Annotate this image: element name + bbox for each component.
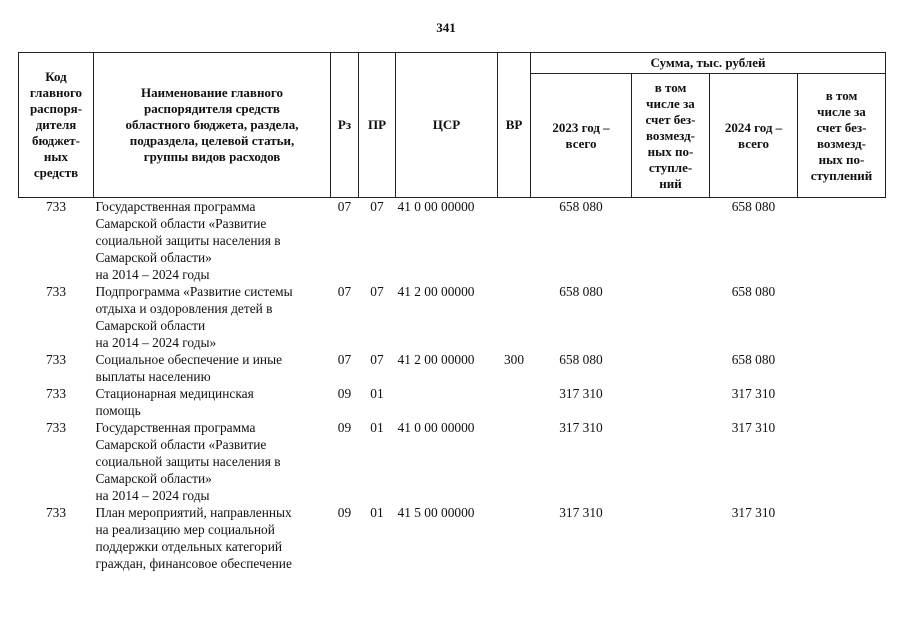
- header-line: счет без-: [816, 119, 867, 135]
- pr-cell: 01: [370, 505, 384, 520]
- header-line: в том: [825, 87, 858, 103]
- code-cell: 733: [45, 420, 67, 435]
- csr-cell: 41 5 00 00000: [397, 505, 475, 520]
- header-sum-group: Сумма, тыс. рублей: [531, 53, 886, 74]
- header-line: дителя: [35, 117, 77, 132]
- name-line: на 2014 – 2024 годы: [95, 488, 210, 503]
- table-row: [19, 385, 886, 419]
- header-line: главного: [29, 85, 83, 100]
- grant-2023-cell: [632, 504, 710, 572]
- name-line: Социальное обеспечение и иные: [95, 352, 283, 367]
- header-csr: ЦСР: [396, 53, 498, 198]
- grant-2024-cell: [798, 283, 886, 351]
- rz-cell: 07: [337, 199, 352, 214]
- header-name: [94, 53, 331, 198]
- header-line: подраздела, целевой статьи,: [129, 133, 295, 148]
- header-line: ступлений: [810, 167, 873, 183]
- csr-cell: [396, 385, 498, 419]
- name-line: Государственная программа: [95, 420, 256, 435]
- vr-cell: 300: [503, 352, 525, 367]
- name-line: помощь: [95, 403, 141, 418]
- name-line: поддержки отдельных категорий: [95, 539, 283, 554]
- name-line: выплаты населению: [95, 369, 211, 384]
- grant-2024-cell: [798, 198, 886, 284]
- header-line: ний: [659, 175, 682, 191]
- name-cell: [94, 351, 331, 385]
- header-2023-total: [531, 74, 632, 198]
- table-row: [19, 283, 886, 351]
- pr-cell: 07: [370, 199, 384, 214]
- header-line: числе за: [817, 103, 866, 119]
- rz-cell: 09: [337, 505, 352, 520]
- name-line: Самарской области: [95, 318, 206, 333]
- name-line: на 2014 – 2024 годы: [95, 267, 210, 282]
- grant-2024-cell: [798, 504, 886, 572]
- pr-cell: 01: [370, 420, 384, 435]
- header-line: ных по-: [647, 143, 694, 159]
- name-line: отдыха и оздоровления детей в: [95, 301, 273, 316]
- name-line: План мероприятий, направленных: [95, 505, 292, 520]
- name-line: социальной защиты населения в: [95, 233, 281, 248]
- name-cell: [94, 504, 331, 572]
- table-row: [19, 504, 886, 572]
- grant-2023-cell: [632, 198, 710, 284]
- header-2024-grant: [798, 74, 886, 198]
- header-line: ступле-: [648, 159, 693, 175]
- code-cell: 733: [45, 386, 67, 401]
- name-line: на реализацию мер социальной: [95, 522, 275, 537]
- header-line: бюджет-: [31, 133, 80, 148]
- name-cell: [94, 198, 331, 284]
- grant-2023-cell: [632, 419, 710, 504]
- code-cell: 733: [45, 284, 67, 299]
- sum-2023-cell: 658 080: [559, 199, 603, 214]
- name-line: граждан, финансовое обеспечение: [95, 556, 292, 571]
- csr-cell: 41 0 00 00000: [397, 199, 475, 214]
- rz-cell: 07: [337, 352, 352, 367]
- header-line: областного бюджета, раздела,: [125, 117, 299, 132]
- name-cell: [94, 385, 331, 419]
- sum-2024-cell: 658 080: [731, 199, 776, 214]
- header-line: 2023 год –: [552, 119, 610, 135]
- header-code: [19, 53, 94, 198]
- grant-2023-cell: [632, 351, 710, 385]
- csr-cell: 41 0 00 00000: [397, 420, 475, 435]
- header-line: возмезд-: [646, 127, 695, 143]
- header-line: группы видов расходов: [143, 149, 281, 164]
- header-2023-grant: [632, 74, 710, 198]
- name-line: Стационарная медицинская: [95, 386, 254, 401]
- header-line: счет без-: [645, 111, 696, 127]
- header-line: всего: [738, 135, 769, 151]
- sum-2023-cell: 317 310: [559, 386, 603, 401]
- header-line: возмезд-: [817, 135, 866, 151]
- rz-cell: 09: [337, 386, 352, 401]
- header-vr: ВР: [498, 53, 531, 198]
- budget-table: [18, 52, 886, 572]
- code-cell: 733: [45, 505, 67, 520]
- rz-cell: 07: [337, 284, 352, 299]
- header-rz: Рз: [331, 53, 359, 198]
- vr-cell: [498, 198, 531, 284]
- table-body: [19, 198, 886, 573]
- name-line: Самарской области»: [95, 250, 212, 265]
- name-line: Подпрограмма «Развитие системы: [95, 284, 293, 299]
- code-cell: 733: [45, 199, 67, 214]
- vr-cell: [498, 419, 531, 504]
- header-line: Код: [45, 69, 67, 84]
- header-line: в том: [654, 79, 687, 95]
- pr-cell: 07: [370, 352, 384, 367]
- grant-2024-cell: [798, 419, 886, 504]
- header-name-lines: [96, 85, 328, 165]
- name-line: Самарской области «Развитие: [95, 437, 267, 452]
- table-row: [19, 419, 886, 504]
- name-line: социальной защиты населения в: [95, 454, 281, 469]
- code-cell: 733: [45, 352, 67, 367]
- table-row: [19, 198, 886, 284]
- grant-2024-cell: [798, 351, 886, 385]
- name-line: Самарской области»: [95, 471, 212, 486]
- table-row: [19, 351, 886, 385]
- header-line: ных по-: [818, 151, 865, 167]
- vr-cell: [498, 385, 531, 419]
- grant-2023-cell: [632, 385, 710, 419]
- csr-cell: 41 2 00 00000: [397, 352, 475, 367]
- header-line: ных: [43, 149, 69, 164]
- pr-cell: 07: [370, 284, 384, 299]
- sum-2023-cell: 658 080: [559, 284, 603, 299]
- page-number: 341: [436, 20, 456, 35]
- header-line: средств: [33, 165, 79, 180]
- header-line: Наименование главного: [140, 85, 284, 100]
- rz-cell: 09: [337, 420, 352, 435]
- header-code-lines: [21, 69, 91, 181]
- vr-cell: [498, 504, 531, 572]
- grant-2023-cell: [632, 283, 710, 351]
- header-line: распоря-: [29, 101, 83, 116]
- name-line: на 2014 – 2024 годы»: [95, 335, 217, 350]
- header-line: 2024 год –: [724, 119, 783, 135]
- sum-2024-cell: 317 310: [731, 420, 776, 435]
- header-2024-total: [710, 74, 798, 198]
- header-line: распорядителя средств: [144, 101, 280, 116]
- sum-2024-cell: 658 080: [731, 284, 776, 299]
- sum-2024-cell: 658 080: [731, 352, 776, 367]
- header-line: всего: [565, 135, 597, 151]
- header-pr: ПР: [359, 53, 396, 198]
- name-line: Государственная программа: [95, 199, 256, 214]
- csr-cell: 41 2 00 00000: [397, 284, 475, 299]
- pr-cell: 01: [370, 386, 384, 401]
- sum-2023-cell: 658 080: [559, 352, 603, 367]
- sum-2023-cell: 317 310: [559, 420, 603, 435]
- grant-2024-cell: [798, 385, 886, 419]
- sum-2023-cell: 317 310: [559, 505, 603, 520]
- sum-2024-cell: 317 310: [731, 505, 776, 520]
- name-cell: [94, 283, 331, 351]
- sum-2024-cell: 317 310: [731, 386, 776, 401]
- vr-cell: [498, 283, 531, 351]
- header-line: числе за: [646, 95, 695, 111]
- name-cell: [94, 419, 331, 504]
- name-line: Самарской области «Развитие: [95, 216, 267, 231]
